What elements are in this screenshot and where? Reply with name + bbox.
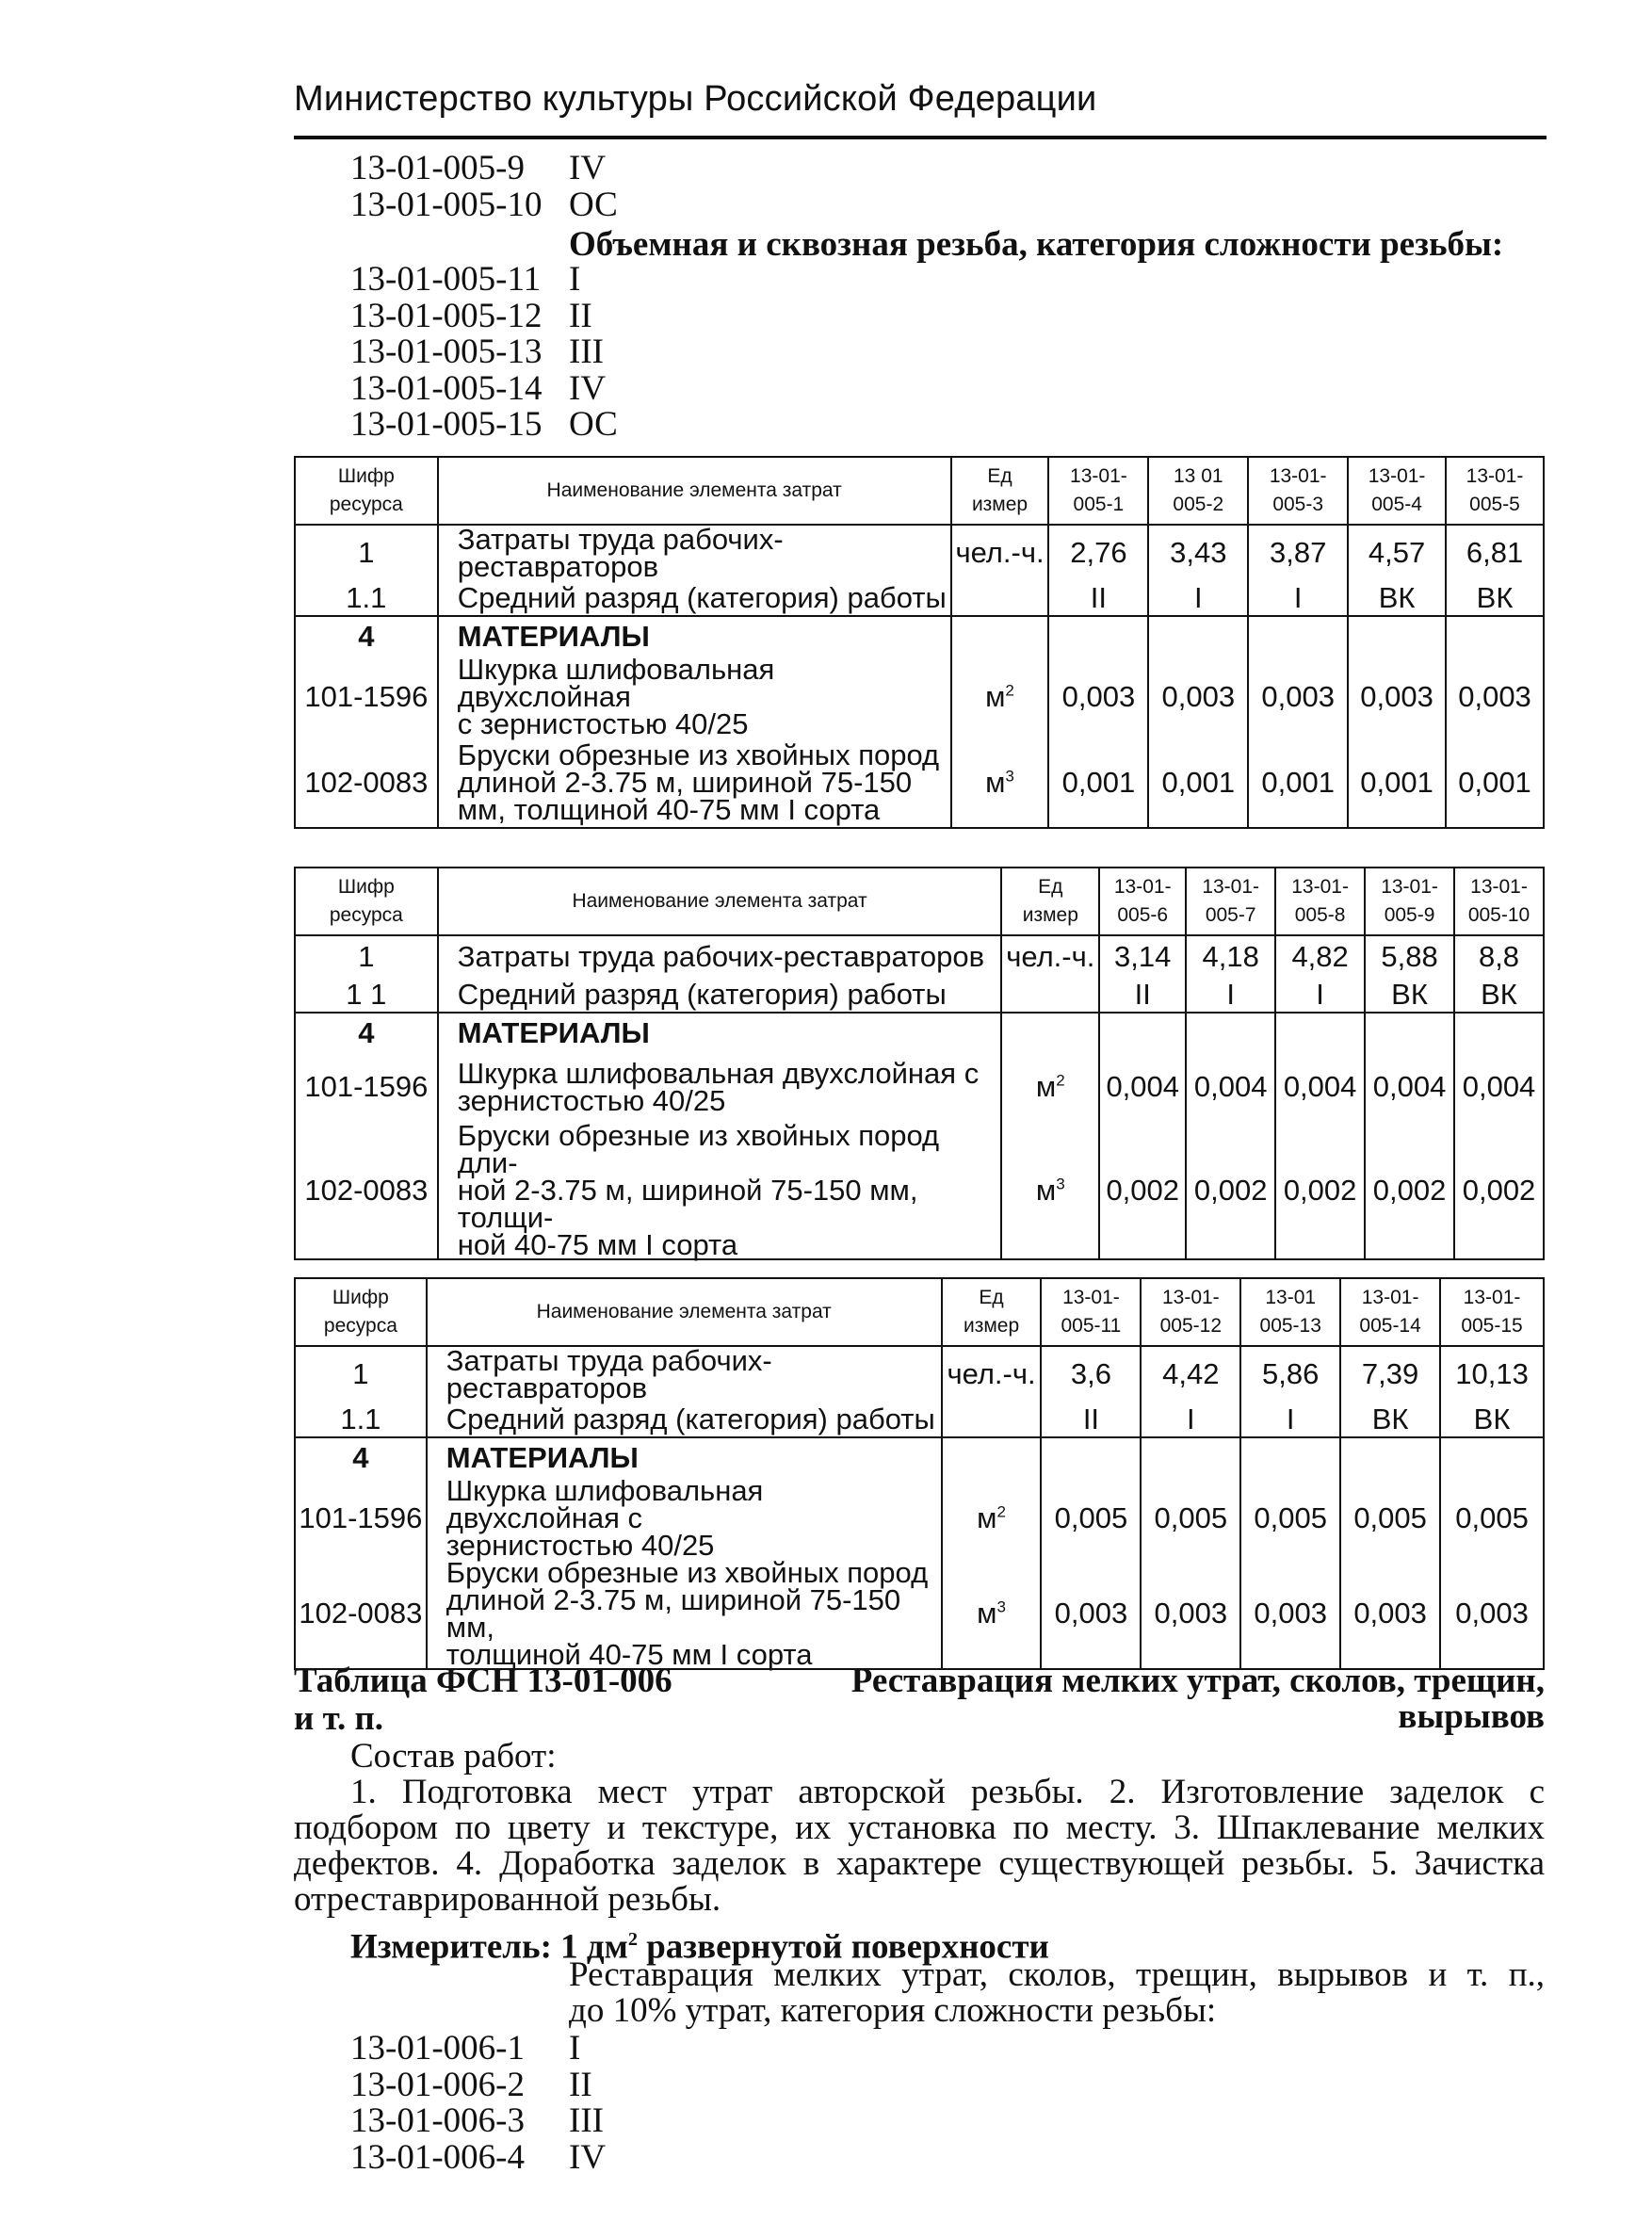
row-code: 1 [295,1346,427,1402]
row-value: 6,81 [1446,525,1544,580]
code-list-bottom [350,2031,606,2176]
row-value: I [1186,977,1275,1013]
row-value: 5,86 [1240,1346,1340,1402]
row-value: 0,005 [1240,1477,1340,1559]
category: I [569,2029,581,2068]
row-name: Затраты труда рабочих-реставраторов [438,525,951,580]
table-row [295,580,1544,616]
row-value: 0,003 [1446,656,1544,738]
row-value: 0,001 [1348,738,1446,828]
work-line: подбором по цвету и текстуре, их установка по месту. 3. Шпаклевание мелких [294,1808,1545,1847]
code: 13-01-005-11 [350,260,542,299]
work-label: Состав работ: [350,1737,557,1776]
row-unit [951,580,1049,616]
row-value: 0,005 [1440,1477,1544,1559]
code: 13-01-005-10 [350,185,543,224]
table-header-row [295,1278,1544,1346]
category: II [569,2065,592,2104]
row-value: 4,82 [1275,935,1365,977]
row-value: 5,88 [1365,935,1454,977]
row-value: ВК [1348,580,1446,616]
row-unit: $м^2$ [951,656,1049,738]
row-value: 3,6 [1041,1346,1141,1402]
row-unit: чел.-ч. [1001,935,1099,977]
code: 13-01-005-9 [350,149,525,187]
header-cipher: Шифр ресурса [295,1278,427,1346]
row-value: 0,003 [1348,656,1446,738]
table-row [295,738,1544,828]
row-name: Затраты труда рабочих-реставраторов [427,1346,942,1402]
header-column: 13-01- 005-8 [1275,868,1365,935]
row-value: I [1248,580,1348,616]
row-value: 10,13 [1440,1346,1544,1402]
table-row [295,616,1544,656]
desc-line: Реставрация мелких утрат, сколов, трещин, вырывов и т. п., [569,1955,1545,1994]
table-row [295,1559,1544,1669]
code: 13-01-005-13 [350,332,543,371]
row-value: ВК [1446,580,1544,616]
row-value: I [1275,977,1365,1013]
code-row [350,187,618,224]
code-row [350,296,618,335]
row-value: ВК [1340,1402,1440,1437]
code: 13-01-006-2 [350,2065,525,2104]
header-column: 13-01 005-13 [1240,1278,1340,1346]
header-cipher: Шифр ресурса [295,457,438,525]
row-code: 1 [295,525,438,580]
row-value: 0,005 [1141,1477,1240,1559]
category: IV [569,368,607,408]
table-header-row [295,868,1544,935]
row-value: 0,004 [1186,1052,1275,1122]
code-row [350,262,618,299]
code: 13-01-006-3 [350,2101,525,2140]
row-value: 7,39 [1340,1346,1440,1402]
header-column: 13-01- 005-12 [1141,1278,1240,1346]
row-value: II [1099,977,1186,1013]
code: 13-01-005-15 [350,405,543,444]
row-value: 0,005 [1041,1477,1141,1559]
row-value: 3,43 [1148,525,1248,580]
subheading: Объемная и сквозная резьба, категория сложности резьбы: [569,225,1504,264]
row-value: 0,002 [1099,1122,1186,1259]
row-value: 0,001 [1048,738,1148,828]
table-row [295,1122,1544,1259]
category: III [569,2101,604,2140]
row-value: I [1141,1402,1240,1437]
row-unit: чел.-ч. [942,1346,1042,1402]
header-column: 13-01- 005-1 [1048,457,1148,525]
section-heading-cont: и т. п. [294,1699,384,1738]
table-row [295,1052,1544,1122]
row-value: I [1240,1402,1340,1437]
row-value: 0,003 [1048,656,1148,738]
row-value: 0,003 [1340,1559,1440,1669]
category: I [569,260,581,299]
row-unit [942,1402,1042,1437]
table-header-row [295,457,1544,525]
header-column: 13-01- 005-10 [1454,868,1544,935]
row-code: 4 [295,1013,438,1052]
row-value: 0,004 [1099,1052,1186,1122]
row-unit: $м^2$ [1001,1052,1099,1122]
header-column: 13 01 005-2 [1148,457,1248,525]
row-code: 101-1596 [295,1052,438,1122]
header-unit: Ед измер [1001,868,1099,935]
header-column: 13-01- 005-15 [1440,1278,1544,1346]
table-row [295,656,1544,738]
row-code: 1.1 [295,1402,427,1437]
code-row [350,334,618,371]
page-header: Министерство культуры Российской Федерации [294,79,1097,119]
row-value: II [1048,580,1148,616]
row-value: 0,003 [1141,1559,1240,1669]
row-name: Шкурка шлифовальная двухслойная с зернистостью 40/25 [438,656,951,738]
work-line: дефектов. 4. Доработка заделок в характере существующей резьбы. 5. Зачистка [294,1844,1545,1883]
row-value: 0,003 [1248,656,1348,738]
row-value: 0,003 [1440,1559,1544,1669]
row-code: 4 [295,1437,427,1477]
row-value: 0,001 [1148,738,1248,828]
row-code: 102-0083 [295,738,438,828]
row-value: 0,003 [1041,1559,1141,1669]
resource-table-1 [294,456,1545,829]
row-value: 0,003 [1240,1559,1340,1669]
row-value: 0,002 [1275,1122,1365,1259]
row-code: 4 [295,616,438,656]
header-name: Наименование элемента затрат [438,868,1002,935]
code-row [350,368,618,408]
resource-table-3 [294,1277,1545,1670]
code-row [350,2137,607,2177]
row-value: 4,42 [1141,1346,1240,1402]
header-column: 13-01- 005-3 [1248,457,1348,525]
table-row [295,977,1544,1013]
row-name: Затраты труда рабочих-реставраторов [438,935,1002,977]
row-name: Бруски обрезные из хвойных пород дли- ной 2-3.75 м, шириной 75-150 мм, толщи- ной 40-75 мм I сорта [438,1122,1002,1259]
row-value: 0,003 [1148,656,1248,738]
code-list-top [350,151,618,223]
row-name: Бруски обрезные из хвойных пород длиной 2-3.75 м, шириной 75-150 мм, толщиной 40-75 мм I сорта [427,1559,942,1669]
row-unit: $м^2$ [942,1477,1042,1559]
row-code: 102-0083 [295,1122,438,1259]
header-column: 13-01- 005-4 [1348,457,1446,525]
work-description [294,1775,1545,1918]
row-unit: чел.-ч. [951,525,1049,580]
header-column: 13-01- 005-7 [1186,868,1275,935]
row-value: 0,002 [1186,1122,1275,1259]
row-name: Средний разряд (категория) работы [427,1402,942,1437]
row-value: 0,004 [1454,1052,1544,1122]
row-unit: $м^3$ [1001,1122,1099,1259]
header-column: 13-01- 005-9 [1365,868,1454,935]
table-row [295,1437,1544,1477]
header-unit: Ед измер [951,457,1049,525]
row-value: ВК [1440,1402,1544,1437]
row-code: 101-1596 [295,656,438,738]
row-code: 102-0083 [295,1559,427,1669]
table-row [295,525,1544,580]
category: ОС [569,405,618,444]
header-cipher: Шифр ресурса [295,868,438,935]
category: IV [569,2137,607,2177]
code-row [350,2103,606,2140]
row-value: 0,004 [1365,1052,1454,1122]
row-value: 0,004 [1275,1052,1365,1122]
code: 13-01-006-1 [350,2029,525,2068]
work-line: отреставрированной резьбы. [294,1880,721,1919]
header-unit: Ед измер [942,1278,1042,1346]
row-name: Средний разряд (категория) работы [438,580,951,616]
row-value: ВК [1454,977,1544,1013]
row-value: 8,8 [1454,935,1544,977]
row-value: II [1041,1402,1141,1437]
code-row [350,151,618,187]
meter-description [569,1957,1545,2029]
row-name: Шкурка шлифовальная двухслойная с зернистостью 40/25 [427,1477,942,1559]
header-name: Наименование элемента затрат [427,1278,942,1346]
row-code: 1 [295,935,438,977]
row-name: Средний разряд (категория) работы [438,977,1002,1013]
code: 13-01-005-14 [350,368,543,408]
resource-table-2 [294,867,1545,1260]
code-row [350,407,618,444]
meter-prefix: Измеритель: 1 дм [350,1927,628,1967]
row-value: I [1148,580,1248,616]
row-code: 101-1596 [295,1477,427,1559]
row-value: 2,76 [1048,525,1148,580]
row-value: 4,18 [1186,935,1275,977]
row-name: Шкурка шлифовальная двухслойная с зернистостью 40/25 [438,1052,1002,1122]
row-unit [1001,977,1099,1013]
desc-line: до 10% утрат, категория сложности резьбы: [569,1991,1217,2030]
table-row [295,935,1544,977]
code-row [350,2065,606,2104]
category: ОС [569,185,618,224]
section-heading: Реставрация мелких утрат, сколов, трещин, вырывов [850,1662,1545,1736]
table-row [295,1477,1544,1559]
row-value: 3,87 [1248,525,1348,580]
row-unit: $м^3$ [942,1559,1042,1669]
section-label: МАТЕРИАЛЫ [438,1013,1002,1052]
section-label: МАТЕРИАЛЫ [427,1437,942,1477]
table-row [295,1013,1544,1052]
table-row [295,1402,1544,1437]
meter-sup: 2 [627,1929,638,1950]
row-value: 0,002 [1365,1122,1454,1259]
row-code: 1.1 [295,580,438,616]
section-label: МАТЕРИАЛЫ [438,616,951,656]
row-name: Бруски обрезные из хвойных пород длиной 2-3.75 м, шириной 75-150 мм, толщиной 40-75 мм I сорта [438,738,951,828]
row-value: 3,14 [1099,935,1186,977]
code: 13-01-006-4 [350,2137,525,2177]
header-column: 13-01- 005-5 [1446,457,1544,525]
code: 13-01-005-12 [350,296,543,335]
row-value: 4,57 [1348,525,1446,580]
row-unit: $м^3$ [951,738,1049,828]
work-line: 1. Подготовка мест утрат авторской резьбы. 2. Изготовление заделок с [350,1773,1545,1811]
code-list-mid [350,262,618,444]
meter-suffix: развернутой поверхности [637,1927,1049,1967]
category: II [569,296,592,335]
header-column: 13-01- 005-14 [1340,1278,1440,1346]
category: III [569,332,604,371]
row-value: 0,001 [1248,738,1348,828]
header-rule [294,136,1547,139]
header-column: 13-01- 005-6 [1099,868,1186,935]
row-value: 0,005 [1340,1477,1440,1559]
row-code: 1 1 [295,977,438,1013]
row-value: 0,002 [1454,1122,1544,1259]
row-value: 0,001 [1446,738,1544,828]
code-row [350,2031,606,2068]
category: IV [569,149,607,187]
table-row [295,1346,1544,1402]
table-label: Таблица ФСН 13-01-006 [294,1662,672,1700]
header-name: Наименование элемента затрат [438,457,951,525]
header-column: 13-01- 005-11 [1041,1278,1141,1346]
row-value: ВК [1365,977,1454,1013]
